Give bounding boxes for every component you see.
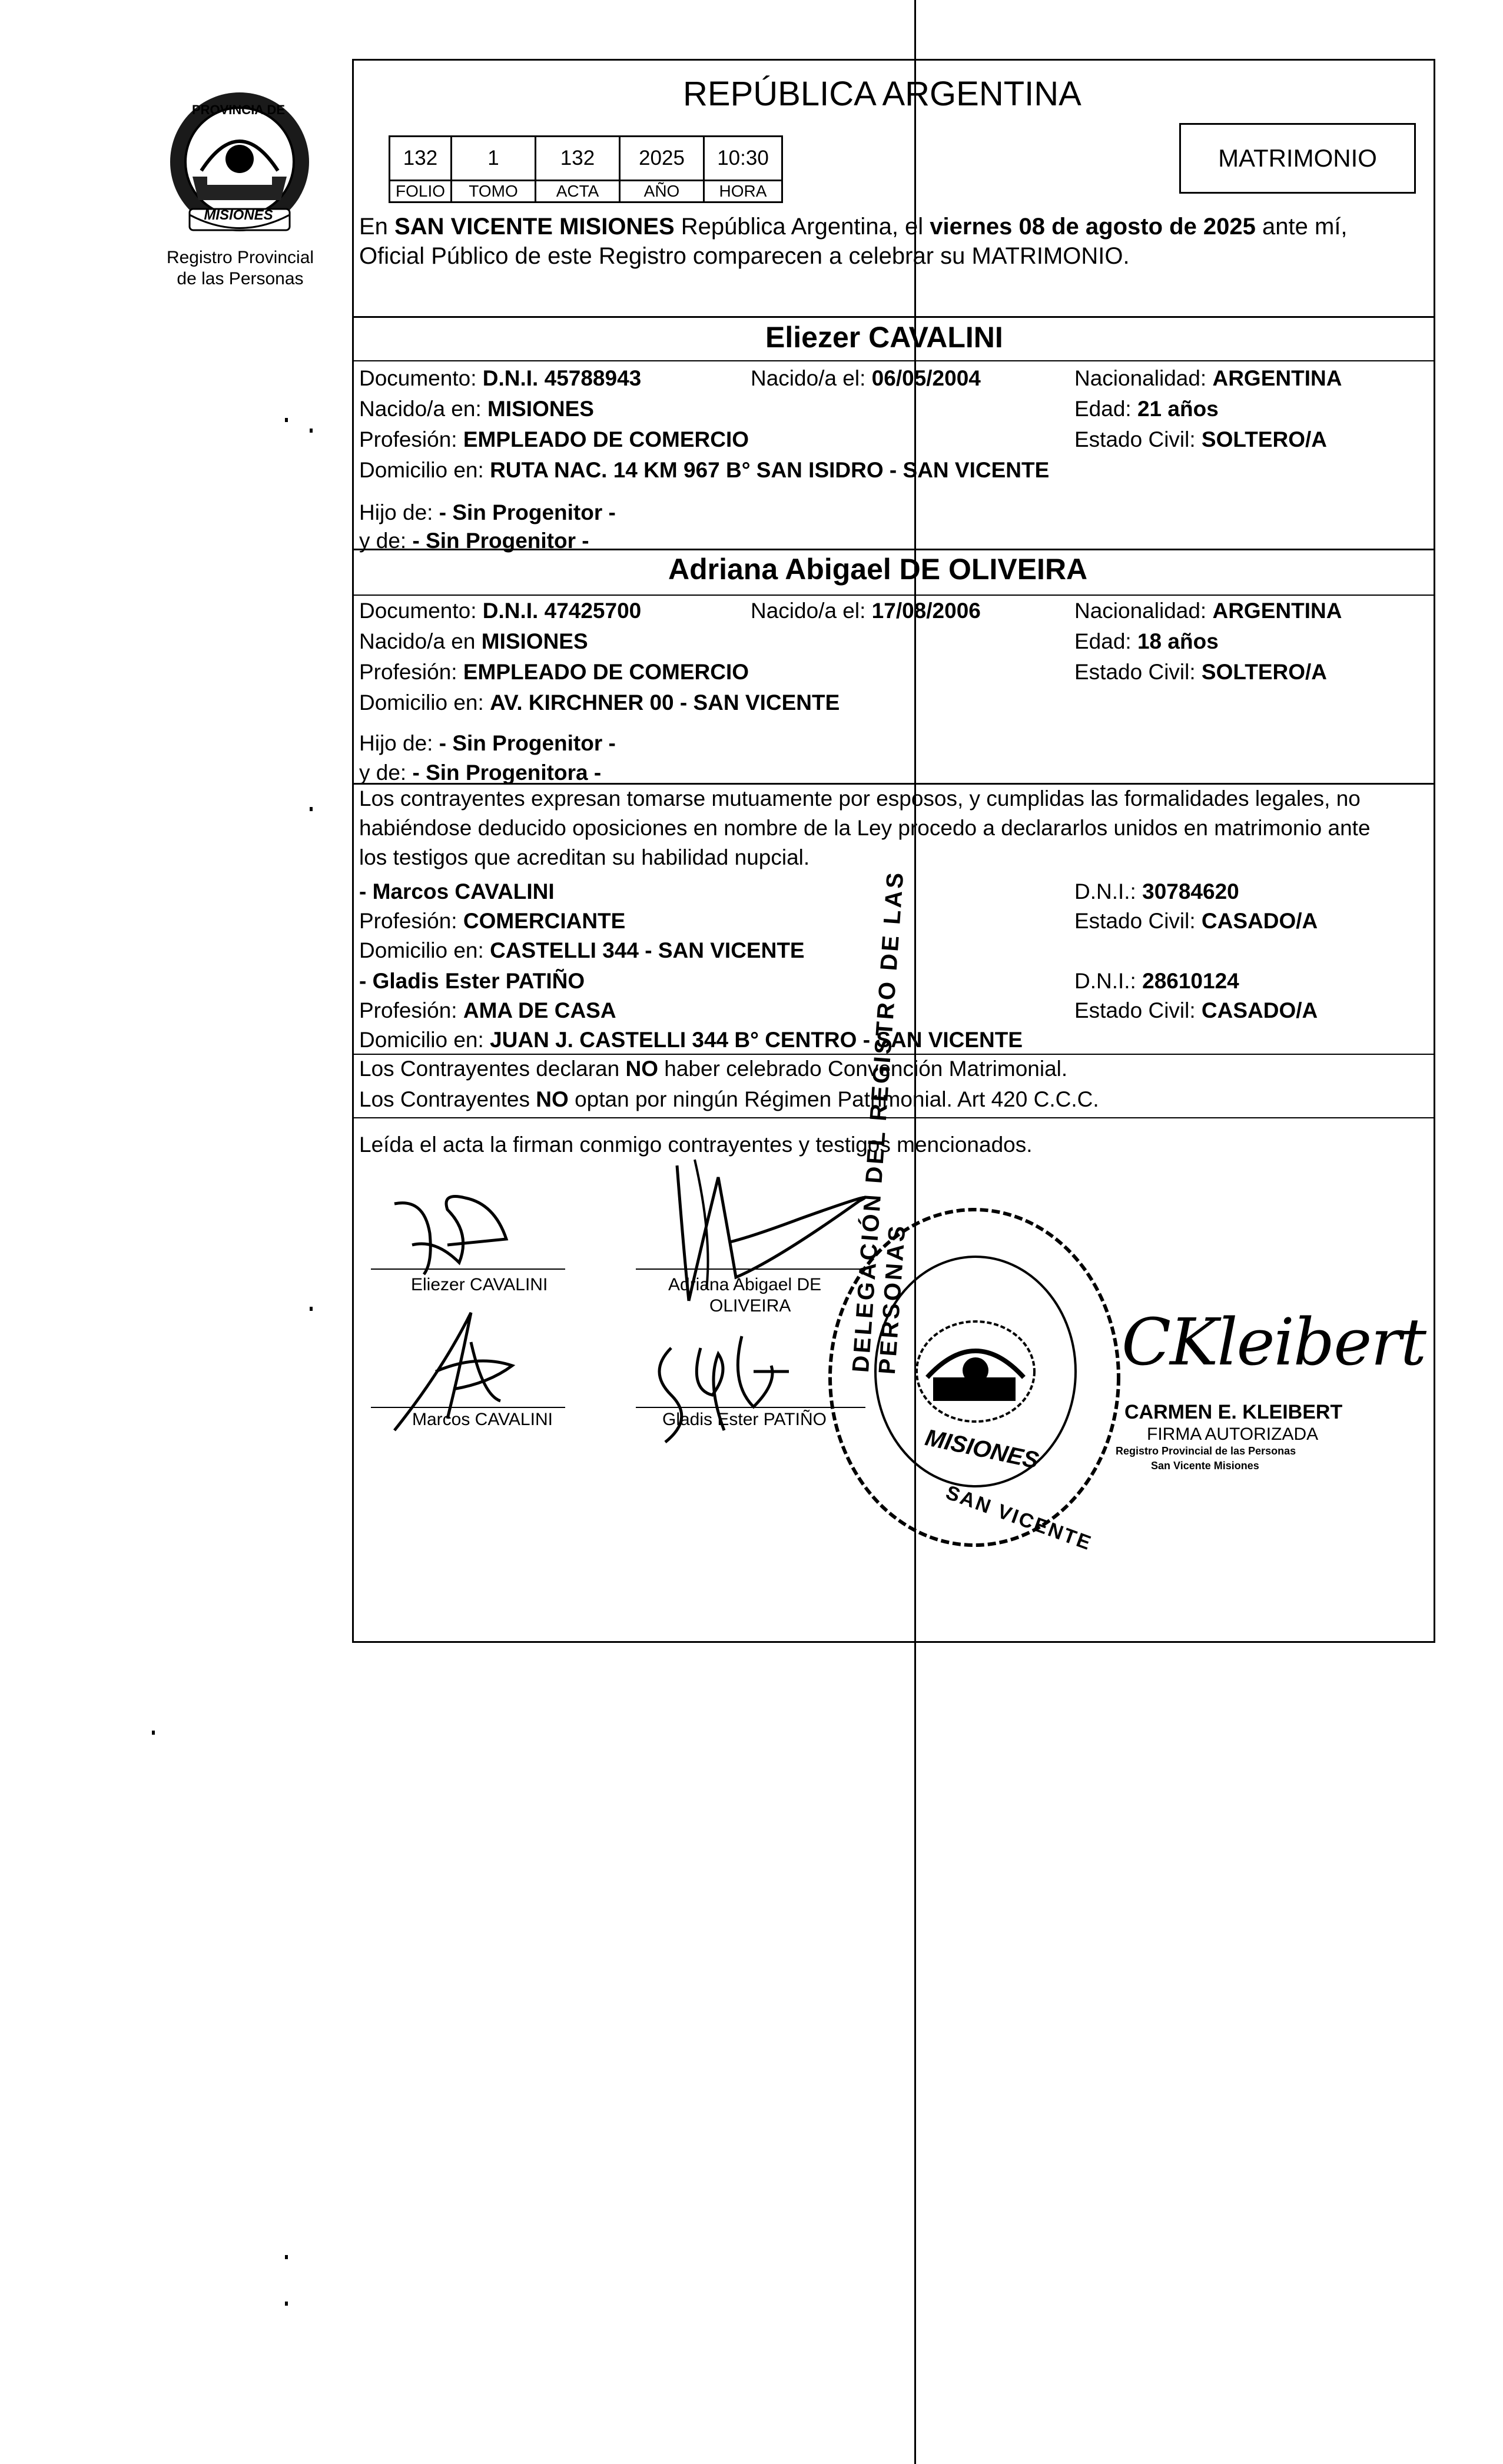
value: AMA DE CASA: [463, 998, 616, 1022]
declaration-line3: los testigos que acreditan su habilidad nupcial.: [359, 845, 810, 869]
value: NO: [625, 1057, 658, 1081]
value: 17/08/2006: [871, 599, 981, 623]
label: D.N.I.:: [1074, 879, 1143, 904]
value: - Sin Progenitor -: [439, 731, 616, 755]
value: 06/05/2004: [871, 366, 981, 390]
spouse2-birthplace: [359, 628, 588, 655]
divider: [352, 549, 1435, 550]
value: CASADO/A: [1201, 909, 1318, 933]
text: haber celebrado Convención Matrimonial.: [658, 1057, 1068, 1081]
label: Estado Civil:: [1074, 909, 1202, 933]
divider: [352, 595, 1435, 596]
scan-speck: [285, 2302, 288, 2306]
label: Documento:: [359, 366, 483, 390]
anio-label: AÑO: [620, 181, 704, 202]
value: CASTELLI 344 - SAN VICENTE: [490, 938, 805, 962]
tomo-label: TOMO: [452, 181, 536, 202]
label: Nacido/a en: [359, 629, 482, 653]
spouse2-address: [359, 689, 840, 716]
value: Adriana Abigael DE OLIVEIRA: [668, 553, 1088, 586]
value: AV. KIRCHNER 00 - SAN VICENTE: [490, 690, 840, 715]
witness1-dni: [1074, 878, 1239, 905]
witness1-address: [359, 937, 805, 964]
value: - Sin Progenitora -: [412, 761, 602, 785]
hora-value: 10:30: [704, 137, 782, 181]
spouse2-parent1: [359, 730, 616, 757]
value: MISIONES: [487, 397, 594, 421]
official-location: San Vicente Misiones: [1151, 1460, 1259, 1472]
divider: [352, 316, 1435, 318]
value: D.N.I. 45788943: [482, 366, 642, 390]
text: optan por ningún Régimen Patrimonial. Art 420 C.C.C.: [568, 1087, 1099, 1111]
label: y de:: [359, 529, 413, 553]
signature-gladis: [636, 1313, 812, 1466]
page-title: REPÚBLICA ARGENTINA: [683, 75, 1081, 113]
spouse2-birthdate: [751, 597, 981, 625]
spouse1-profession: [359, 426, 749, 453]
spouse2-age: [1074, 628, 1219, 655]
label: Nacido/a el:: [751, 599, 872, 623]
closing-statement: Leída el acta la firman conmigo contrayentes y testigos mencionados.: [359, 1133, 1033, 1157]
label: Edad:: [1074, 629, 1137, 653]
acta-label: ACTA: [536, 181, 620, 202]
spouse1-parent1: [359, 499, 616, 526]
scan-speck: [285, 2255, 288, 2259]
spouse1-parent2: [359, 527, 589, 554]
label: Domicilio en:: [359, 458, 490, 482]
scan-speck: [152, 1731, 155, 1735]
spouse1-nationality: [1074, 365, 1342, 392]
label: Nacionalidad:: [1074, 599, 1213, 623]
label: Profesión:: [359, 909, 463, 933]
signature-eliezer: [377, 1174, 571, 1292]
value: CASADO/A: [1201, 998, 1318, 1022]
value: 18 años: [1137, 629, 1219, 653]
witness2-dni: [1074, 968, 1239, 995]
spouse1-birthplace: [359, 396, 594, 423]
label: Domicilio en:: [359, 1028, 490, 1052]
divider: [352, 360, 1435, 361]
label: Edad:: [1074, 397, 1137, 421]
label: Hijo de:: [359, 731, 439, 755]
value: EMPLEADO DE COMERCIO: [463, 427, 749, 451]
value: EMPLEADO DE COMERCIO: [463, 660, 749, 684]
intro-line1: [359, 213, 1348, 240]
value: 30784620: [1142, 879, 1239, 904]
value: D.N.I. 47425700: [482, 599, 642, 623]
signature-label-adriana-line1: Adriana Abigael DE: [668, 1275, 822, 1294]
spouse1-name: Eliezer CAVALINI: [765, 321, 1003, 354]
registry-name-line2: de las Personas: [177, 269, 304, 288]
declaration-line2: habiéndose deducido oposiciones en nombre de la Ley procedo a declararlos unidos en matrimonio ante: [359, 816, 1371, 840]
value: - Sin Progenitor -: [412, 529, 589, 553]
text: Los Contrayentes declaran: [359, 1057, 626, 1081]
regime-convention: [359, 1055, 1067, 1082]
spouse1-address: [359, 457, 1049, 484]
anio-value: 2025: [620, 137, 704, 181]
label: Estado Civil:: [1074, 998, 1202, 1022]
spouse1-birthdate: [751, 365, 981, 392]
registry-name: [147, 247, 333, 290]
spouse1-civil-status: [1074, 426, 1327, 453]
official-name: CARMEN E. KLEIBERT: [1124, 1401, 1343, 1423]
tomo-value: 1: [452, 137, 536, 181]
label: Profesión:: [359, 660, 463, 684]
spouse2-civil-status: [1074, 659, 1327, 686]
hora-label: HORA: [704, 181, 782, 202]
witness1-civil-status: [1074, 908, 1318, 935]
spouse1-age: [1074, 396, 1219, 423]
witness2-name: - Gladis Ester PATIÑO: [359, 969, 585, 993]
value: SOLTERO/A: [1201, 660, 1328, 684]
value: COMERCIANTE: [463, 909, 626, 933]
value: ARGENTINA: [1212, 599, 1342, 623]
witness2-profession: [359, 997, 616, 1024]
label: y de:: [359, 761, 413, 785]
value: SOLTERO/A: [1201, 427, 1328, 451]
intro-place: SAN VICENTE MISIONES: [394, 214, 675, 240]
scan-speck: [310, 1307, 313, 1311]
label: Profesión:: [359, 998, 463, 1022]
intro-date: viernes 08 de agosto de 2025: [930, 214, 1256, 240]
spouse2-name: [668, 553, 1088, 586]
seal-text-top: PROVINCIA DE: [191, 102, 286, 117]
label: Hijo de:: [359, 500, 439, 524]
label: Nacionalidad:: [1074, 366, 1213, 390]
value: 28610124: [1142, 969, 1239, 993]
witness1-name: - Marcos CAVALINI: [359, 879, 555, 904]
spouse2-profession: [359, 659, 749, 686]
text: Los Contrayentes: [359, 1087, 536, 1111]
stamp-ring-text: DELEGACIÓN DEL REGISTRO DE LAS PERSONAS: [848, 869, 911, 1376]
label: Nacido/a el:: [751, 366, 872, 390]
official-title: FIRMA AUTORIZADA: [1147, 1424, 1319, 1444]
value: 21 años: [1137, 397, 1219, 421]
signature-label-marcos: Marcos CAVALINI: [412, 1410, 553, 1429]
label: Domicilio en:: [359, 690, 490, 715]
value: RUTA NAC. 14 KM 967 B° SAN ISIDRO - SAN VICENTE: [490, 458, 1050, 482]
official-office: Registro Provincial de las Personas: [1116, 1445, 1296, 1457]
registry-numbers-table: [389, 135, 783, 203]
seal-text-bottom: MISIONES: [204, 207, 273, 223]
witness1-profession: [359, 908, 625, 935]
label: Nacido/a en:: [359, 397, 488, 421]
stamp-inner-text: MISIONES: [923, 1424, 1041, 1474]
spouse1-document: [359, 365, 641, 392]
intro-text: ante mí,: [1255, 214, 1348, 240]
regime-patrimonial: [359, 1086, 1099, 1113]
value: MISIONES: [481, 629, 588, 653]
label: Profesión:: [359, 427, 463, 451]
scan-speck: [285, 418, 288, 422]
spouse2-document: [359, 597, 641, 625]
official-signature: CKleibert: [1122, 1304, 1426, 1380]
signature-label-adriana-line2: OLIVEIRA: [709, 1296, 791, 1316]
folio-value: 132: [390, 137, 452, 181]
witness2-civil-status: [1074, 997, 1318, 1024]
value: JUAN J. CASTELLI 344 B° CENTRO - SAN VICENTE: [490, 1028, 1023, 1052]
acta-value: 132: [536, 137, 620, 181]
spouse2-nationality: [1074, 597, 1342, 625]
value: - Sin Progenitor -: [439, 500, 616, 524]
scan-speck: [310, 807, 313, 811]
record-type-box: MATRIMONIO: [1179, 123, 1416, 194]
intro-text: En: [359, 214, 395, 240]
value: ARGENTINA: [1212, 366, 1342, 390]
stamp-bottom-text: SAN VICENTE: [943, 1481, 1096, 1555]
signature-label-eliezer: Eliezer CAVALINI: [411, 1275, 548, 1294]
label: D.N.I.:: [1074, 969, 1143, 993]
signature-line: [371, 1407, 565, 1408]
label: Documento:: [359, 599, 483, 623]
folio-label: FOLIO: [390, 181, 452, 202]
label: Estado Civil:: [1074, 660, 1202, 684]
label: Domicilio en:: [359, 938, 490, 962]
intro-text: República Argentina, el: [674, 214, 930, 240]
value: NO: [536, 1087, 569, 1111]
intro-line2: Oficial Público de este Registro comparecen a celebrar su MATRIMONIO.: [359, 243, 1130, 269]
signature-line: [371, 1268, 565, 1270]
label: Estado Civil:: [1074, 427, 1202, 451]
scan-speck: [310, 429, 313, 433]
registry-name-line1: Registro Provincial: [166, 248, 314, 267]
declaration-line1: Los contrayentes expresan tomarse mutuamente por esposos, y cumplidas las formalidades legales, no: [359, 786, 1361, 811]
signature-label-gladis: Gladis Ester PATIÑO: [662, 1410, 827, 1429]
